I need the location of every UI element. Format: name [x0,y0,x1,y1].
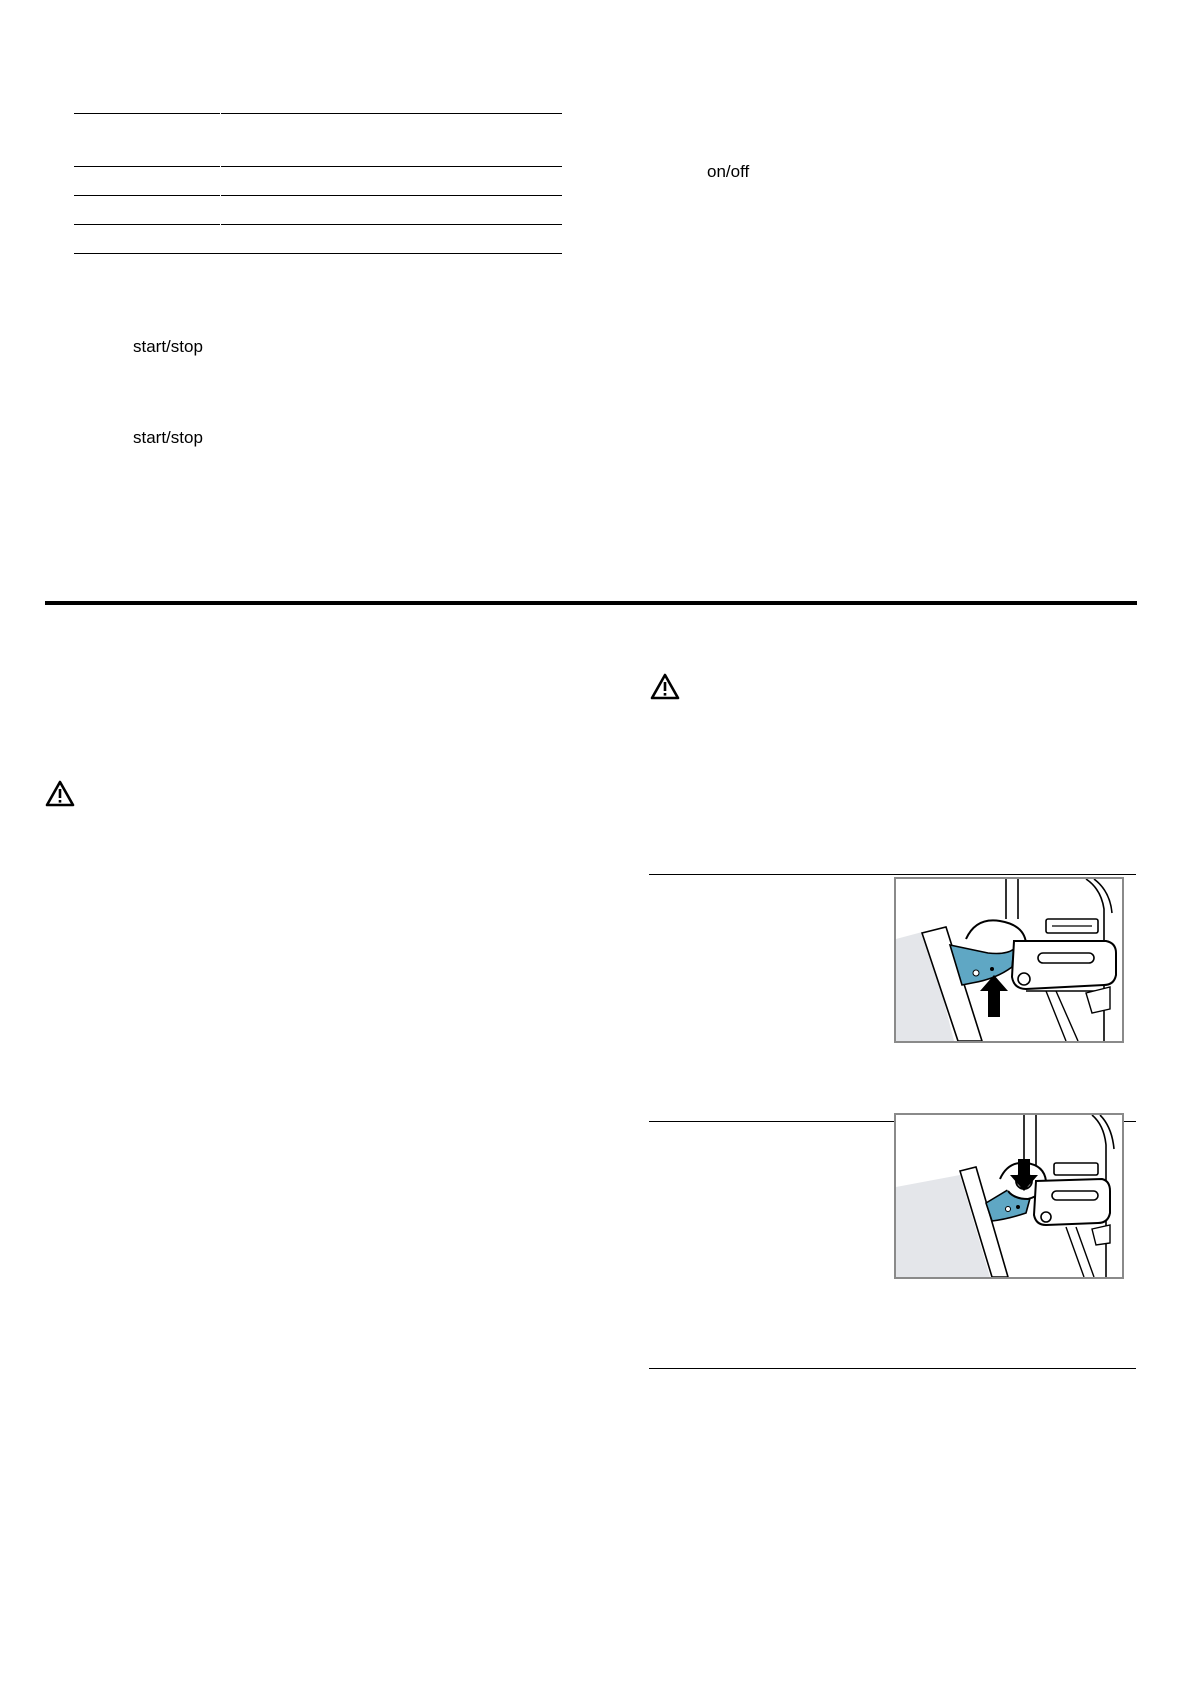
table-column-divider [220,113,221,253]
start-stop-label-1: start/stop [133,337,203,356]
table-rule-top [74,113,562,114]
table-rule-bottom [74,253,562,254]
hinge-lock-down-figure [894,1113,1124,1279]
figure-table-rule-top [649,874,1136,875]
start-stop-label-2: start/stop [133,428,203,447]
section-divider [45,601,1137,605]
table-rule-2 [74,195,562,196]
table-rule-3 [74,224,562,225]
warning-triangle-icon [45,780,75,807]
on-off-label: on/off [707,162,750,181]
table-rule-1 [74,166,562,167]
figure-table-rule-bottom [649,1368,1136,1369]
hinge-lock-up-figure [894,877,1124,1043]
warning-triangle-icon [650,673,680,700]
